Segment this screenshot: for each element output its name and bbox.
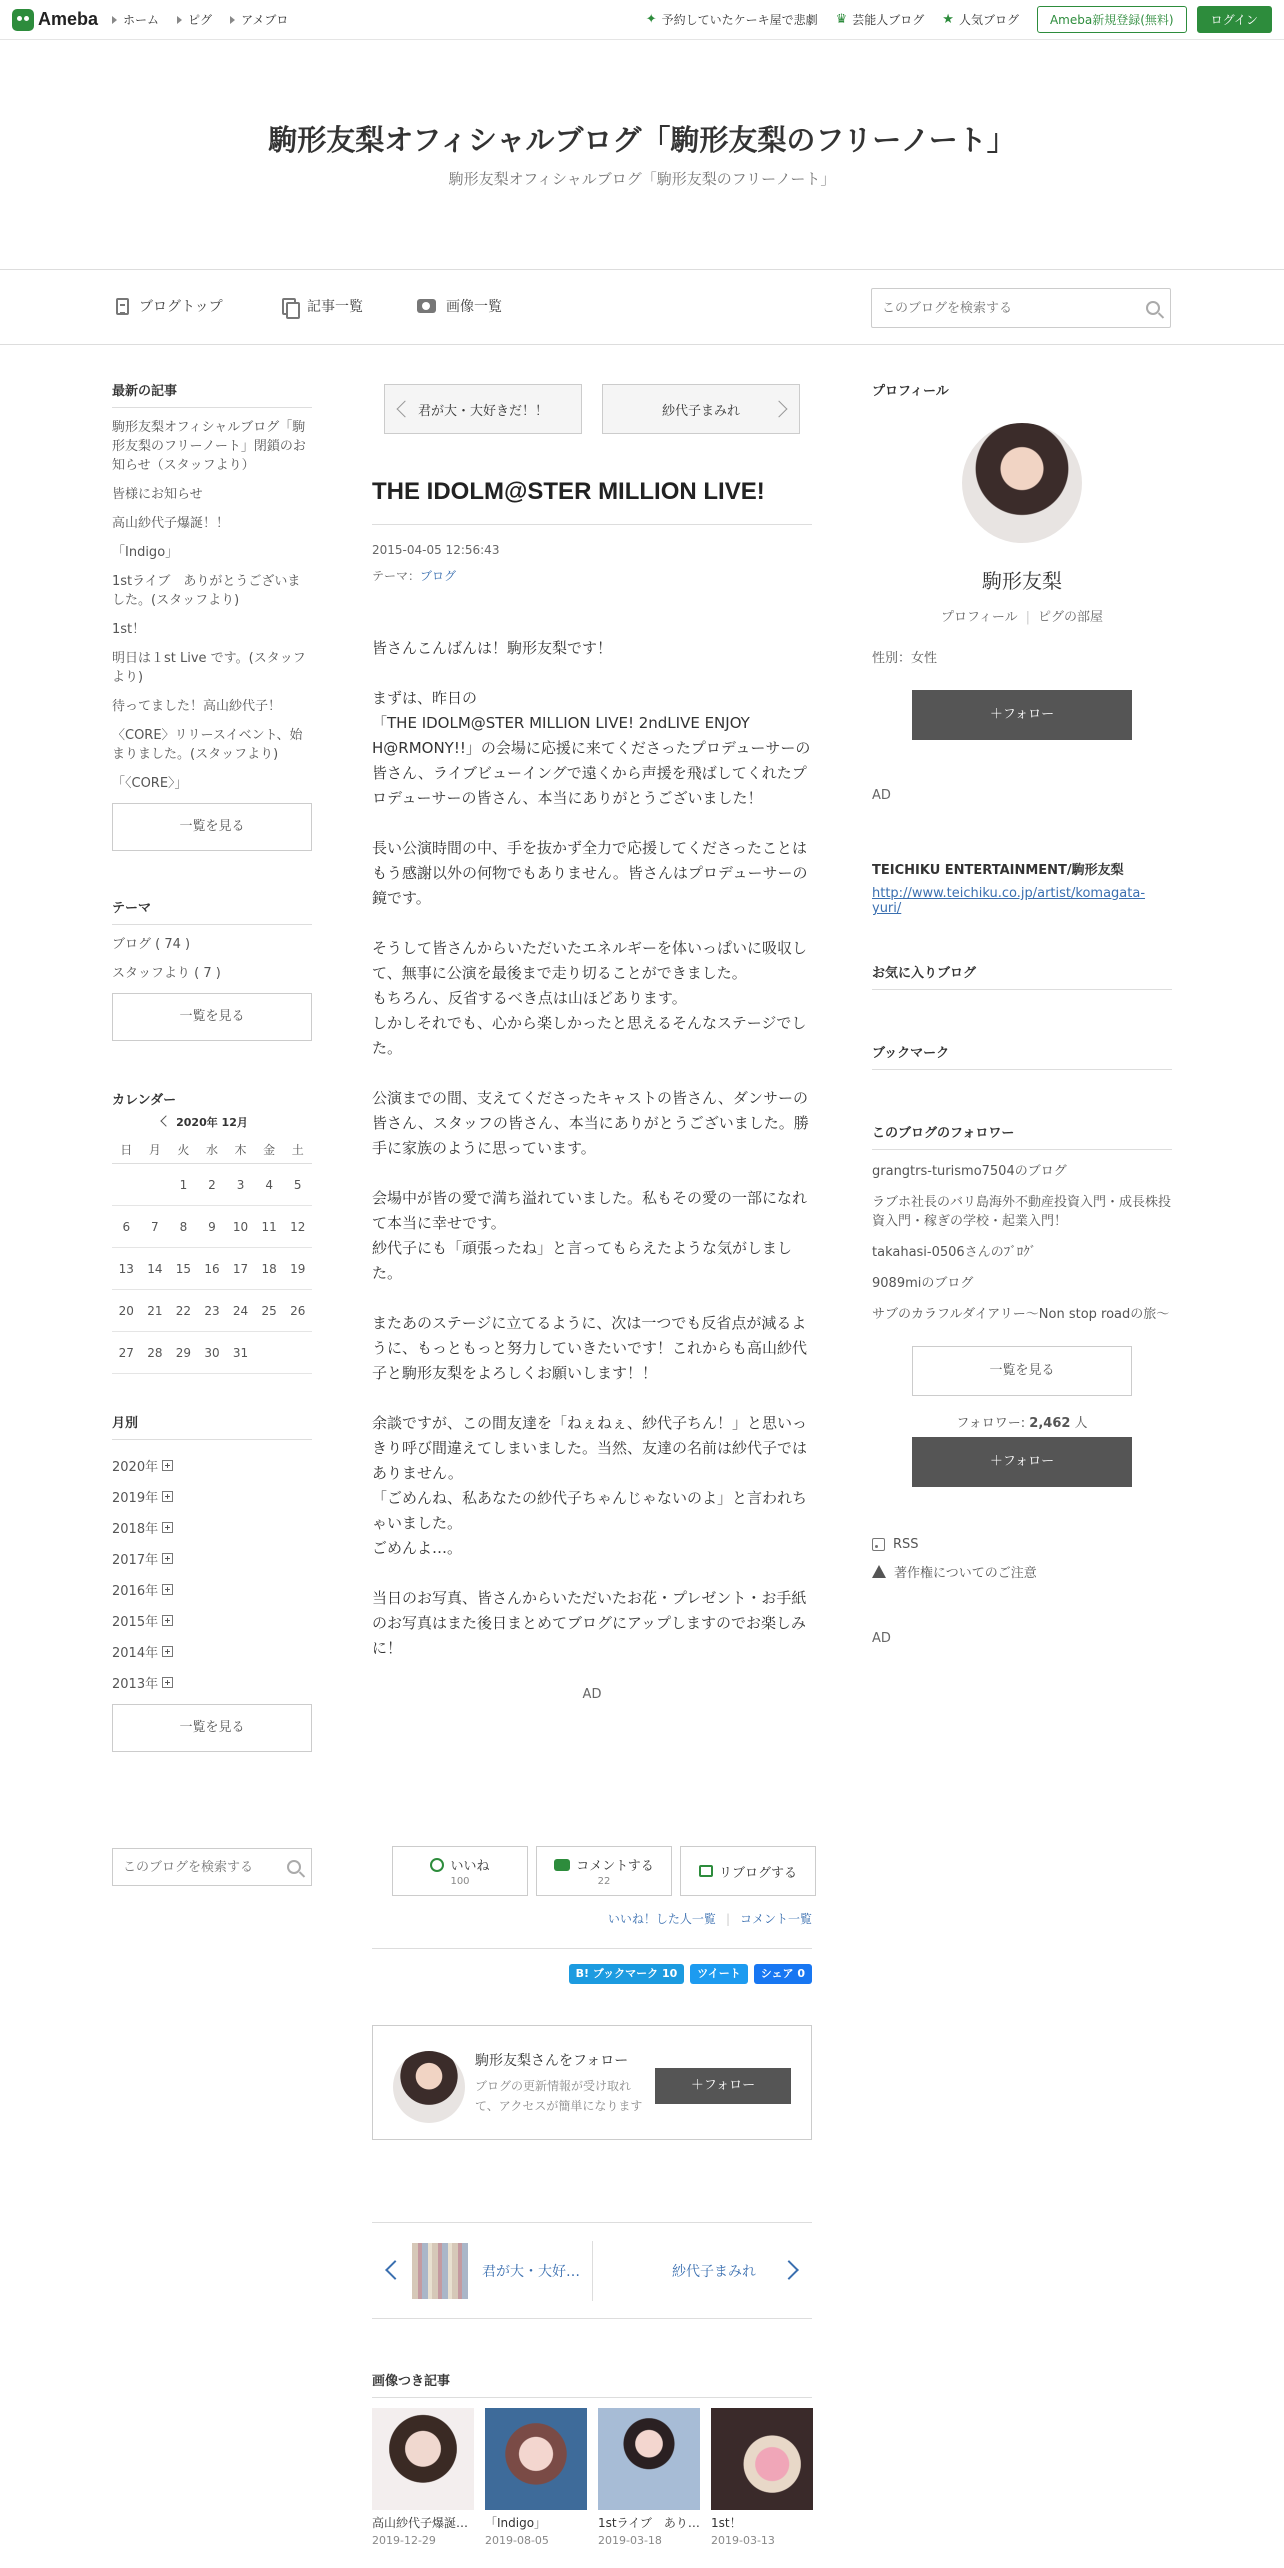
calendar-weekday: 火 — [169, 1136, 198, 1164]
search-icon[interactable] — [1146, 301, 1160, 315]
documents-icon — [282, 298, 297, 315]
image-entry-caption: 1st！ — [711, 2516, 742, 2530]
facebook-share-button[interactable]: シェア 0 — [754, 1964, 812, 1984]
blog-search — [871, 288, 1171, 328]
nav-blog-top-label: ブログトップ — [139, 299, 223, 315]
recent-entry-link[interactable]: 1stライブ ありがとうございました。(スタッフより) — [112, 574, 301, 608]
image-entry-date: 2019-08-05 — [485, 2534, 549, 2547]
reaction-links — [372, 1910, 812, 1927]
share-buttons — [372, 1964, 812, 1984]
hatena-bookmark-button[interactable]: B! ブックマーク 10 — [569, 1964, 685, 1984]
main-content — [372, 384, 812, 1702]
like-count: 100 — [450, 1876, 470, 1887]
prev-entry-thumbnail — [412, 2243, 468, 2299]
blog-navbar — [0, 269, 1284, 345]
ad-label: AD — [582, 1687, 602, 1702]
ameba-logo-text: Ameba — [38, 9, 99, 29]
separator: | — [1025, 610, 1031, 625]
monthly-year-label: 2015年 — [112, 1615, 159, 1630]
theme-title: テーマ — [112, 897, 312, 925]
calendar-day: 18 — [255, 1248, 284, 1290]
theme-see-all-button[interactable]: 一覧を見る — [112, 993, 312, 1041]
calendar-day: 11 — [255, 1206, 284, 1248]
smile-icon — [430, 1858, 444, 1872]
comment-count: 22 — [597, 1876, 611, 1887]
image-entry-card[interactable] — [711, 2408, 813, 2547]
theme-item[interactable]: ブログ ( 74 ) — [112, 937, 191, 952]
sparkle-icon: ✦ — [645, 12, 657, 27]
pigg-room-link[interactable]: ピグの部屋 — [1038, 610, 1104, 625]
calendar-day: 4 — [255, 1164, 284, 1206]
image-entry-date: 2019-03-13 — [711, 2534, 775, 2547]
monthly-year-item[interactable] — [112, 1481, 312, 1512]
bottom-entry-pager — [372, 2222, 812, 2319]
calendar-day: 21 — [141, 1290, 170, 1332]
calendar-day — [255, 1332, 284, 1374]
monthly-year-label: 2018年 — [112, 1522, 159, 1537]
blog-subtitle: 駒形友梨オフィシャルブログ「駒形友梨のフリーノート」 — [448, 170, 836, 188]
calendar-day: 31 — [226, 1332, 255, 1374]
calendar-day: 20 — [112, 1290, 141, 1332]
comment-label: コメントする — [576, 1859, 654, 1874]
calendar-day: 28 — [141, 1332, 170, 1374]
calendar-month — [112, 1114, 312, 1130]
entry-theme-label: テーマ： — [372, 569, 421, 583]
calendar-day — [283, 1332, 312, 1374]
calendar-day: 12 — [283, 1206, 312, 1248]
recent-entries-title: 最新の記事 — [112, 380, 312, 408]
image-entry-date: 2019-03-18 — [598, 2534, 662, 2547]
reblog-button[interactable] — [680, 1846, 816, 1896]
star-icon: ★ — [942, 12, 954, 27]
calendar-day: 6 — [112, 1206, 141, 1248]
recent-entry-link[interactable]: 待ってました！高山紗代子！ — [112, 699, 282, 714]
calendar-weekday: 土 — [283, 1136, 312, 1164]
calendar-day — [112, 1164, 141, 1206]
recent-entry-link[interactable]: 1st！ — [112, 622, 146, 637]
entry-theme-link[interactable]: ブログ — [420, 569, 457, 583]
calendar-day: 2 — [198, 1164, 227, 1206]
divider — [592, 2241, 593, 2301]
calendar-day: 7 — [141, 1206, 170, 1248]
warning-icon — [872, 1565, 886, 1578]
comment-button[interactable] — [536, 1846, 672, 1896]
sidebar-search — [112, 1848, 312, 1886]
reaction-buttons — [392, 1846, 816, 1896]
calendar-weekday: 金 — [255, 1136, 284, 1164]
calendar-day: 15 — [169, 1248, 198, 1290]
image-entry-caption: 高山紗代子爆誕… — [372, 2516, 469, 2530]
chevron-left-icon[interactable] — [160, 1115, 171, 1126]
comments-list-link[interactable]: コメント一覧 — [739, 1912, 812, 1926]
chevron-left-icon — [385, 2260, 405, 2280]
recent-see-all-button[interactable]: 一覧を見る — [112, 803, 312, 851]
next-entry-label: 紗代子まみれ — [661, 403, 740, 419]
calendar-day: 26 — [283, 1290, 312, 1332]
calendar-day: 29 — [169, 1332, 198, 1374]
rss-icon — [872, 1538, 885, 1551]
calendar-day: 13 — [112, 1248, 141, 1290]
monthly-year-item[interactable] — [112, 1543, 312, 1574]
image-entries-title: 画像つき記事 — [372, 2370, 812, 2398]
calendar-weekday: 水 — [198, 1136, 227, 1164]
left-sidebar — [112, 380, 312, 1752]
nav-home[interactable]: ホーム — [112, 11, 159, 28]
ad-label: AD — [872, 1631, 891, 1646]
follower-link[interactable]: takahasi-0506さんのﾌﾞﾛｸﾞ — [872, 1245, 1037, 1260]
bottom-next-label: 紗代子まみれ — [672, 2264, 756, 2280]
follow-box-name: 駒形友梨さんをフォロー — [475, 2053, 629, 2069]
monthly-year-item[interactable] — [112, 1636, 312, 1667]
calendar-day: 22 — [169, 1290, 198, 1332]
sidebar-follow-button[interactable]: ＋フォロー — [912, 1437, 1132, 1487]
crown-icon: ♛ — [835, 12, 848, 27]
image-entry-card[interactable] — [598, 2408, 700, 2547]
monthly-see-all-button[interactable]: 一覧を見る — [112, 1704, 312, 1752]
separator: | — [725, 1912, 730, 1926]
follow-box — [372, 2025, 812, 2140]
image-entry-card[interactable] — [372, 2408, 474, 2547]
teichiku-link[interactable]: http://www.teichiku.co.jp/artist/komagata-yuri/ — [872, 886, 1146, 916]
image-entry-caption: 1stライブ あり… — [598, 2516, 700, 2530]
expand-plus-icon[interactable] — [162, 1522, 173, 1533]
monthly-year-label: 2013年 — [112, 1677, 159, 1692]
expand-plus-icon[interactable] — [162, 1615, 173, 1626]
expand-plus-icon[interactable] — [162, 1460, 173, 1471]
chevron-right-icon — [771, 401, 788, 418]
entry-paragraph: またあのステージに立てるように、次は一つでも反省点が減るように、もっともっと努力していきたいです！これからも高山紗代子と駒形友梨をよろしくお願いします！！ — [372, 1314, 808, 1382]
login-button[interactable]: ログイン — [1197, 6, 1272, 33]
calendar-grid — [112, 1136, 312, 1374]
search-icon[interactable] — [287, 1860, 301, 1874]
recent-entry-link[interactable]: 「Indigo」 — [112, 545, 179, 560]
image-entry-card[interactable] — [485, 2408, 587, 2547]
entry-theme — [372, 567, 812, 584]
entry-body — [372, 636, 812, 1661]
nav-ameblo[interactable]: アメブロ — [230, 11, 288, 28]
calendar-day: 16 — [198, 1248, 227, 1290]
entry-title[interactable]: THE IDOLM@STER MILLION LIVE! — [372, 478, 812, 525]
calendar-day: 23 — [198, 1290, 227, 1332]
entry-paragraph: 公演までの間、支えてくださったキャストの皆さん、ダンサーの皆さん、スタッフの皆さん、本当にありがとうございました。勝手に家族のように思っています。 — [372, 1089, 809, 1157]
recent-entry-link[interactable]: 高山紗代子爆誕！！ — [112, 516, 230, 531]
calendar-weekday: 日 — [112, 1136, 141, 1164]
calendar-day: 9 — [198, 1206, 227, 1248]
calendar-title: カレンダー — [112, 1093, 177, 1108]
recent-entries-list — [112, 418, 312, 793]
camera-icon — [417, 299, 436, 313]
entry-paragraph: 会場中が皆の愛で満ち溢れていました。私もその愛の一部になれて本当に幸せです。 紗代子にも「頑張ったね」と言ってもらえたような気がしました。 — [372, 1189, 808, 1282]
monthly-year-item[interactable] — [112, 1574, 312, 1605]
entry-paragraph: そうして皆さんからいただいたエネルギーを体いっぱいに吸収して、無事に公演を最後まで走り切ることができました。 もちろん、反省するべき点は山ほどあります。 しかしそれでも、心から楽しかったと思えるそんなステージでした。 — [372, 939, 808, 1057]
reblog-label: リブログする — [718, 1865, 797, 1881]
monthly-year-item[interactable] — [112, 1605, 312, 1636]
calendar-day: 19 — [283, 1248, 312, 1290]
expand-plus-icon[interactable] — [162, 1553, 173, 1564]
profile-gender: 性別：女性 — [872, 651, 938, 666]
triangle-right-icon — [230, 16, 235, 24]
ad-label: AD — [872, 788, 891, 803]
popular-blog-link[interactable]: ★ 人気ブログ — [942, 12, 1019, 27]
followers-title: このブログのフォロワー — [872, 1122, 1172, 1150]
like-button[interactable] — [392, 1846, 528, 1896]
calendar-day: 8 — [169, 1206, 198, 1248]
bookmark-title: ブックマーク — [872, 1042, 1172, 1070]
avatar — [393, 2051, 465, 2123]
copyright-link[interactable] — [872, 1562, 1172, 1581]
monthly-year-item[interactable] — [112, 1512, 312, 1543]
profile-links — [872, 606, 1172, 625]
calendar-weekday: 木 — [226, 1136, 255, 1164]
monthly-year-label: 2014年 — [112, 1646, 159, 1661]
nav-entry-list-label: 記事一覧 — [307, 299, 363, 315]
likes-list-link[interactable]: いいね！した人一覧 — [607, 1912, 716, 1926]
global-header — [0, 0, 1284, 40]
calendar-day — [141, 1164, 170, 1206]
image-entry-caption: 「Indigo」 — [485, 2516, 547, 2530]
follow-button[interactable]: ＋フォロー — [655, 2068, 791, 2104]
profile-avatar[interactable] — [962, 423, 1082, 543]
image-entry-date: 2019-12-29 — [372, 2534, 436, 2547]
triangle-right-icon — [112, 16, 117, 24]
profile-link[interactable]: プロフィール — [940, 610, 1018, 625]
followers-see-all-button[interactable]: 一覧を見る — [912, 1346, 1132, 1396]
global-nav — [112, 11, 288, 28]
expand-plus-icon[interactable] — [162, 1677, 173, 1688]
chevron-left-icon — [397, 401, 414, 418]
profile-title: プロフィール — [872, 384, 949, 399]
bottom-prev-label: 君が大・大好… — [482, 2264, 580, 2280]
entry-thumbnail — [372, 2408, 474, 2510]
bottom-prev-entry[interactable] — [372, 2223, 592, 2319]
divider — [372, 1948, 812, 1949]
celebrity-blog-link[interactable]: ♛ 芸能人ブログ — [835, 12, 925, 27]
monthly-year-item[interactable] — [112, 1667, 312, 1698]
ameba-logo[interactable] — [12, 9, 98, 31]
triangle-right-icon — [177, 16, 182, 24]
prev-entry-label: 君が大・大好きだ！！ — [417, 403, 548, 419]
follower-count — [872, 1412, 1172, 1431]
calendar-day: 25 — [255, 1290, 284, 1332]
nav-image-list-label: 画像一覧 — [446, 299, 502, 315]
calendar-day: 14 — [141, 1248, 170, 1290]
follower-count-label: フォロワー: — [956, 1416, 1030, 1431]
comment-icon — [554, 1859, 570, 1871]
calendar-day: 17 — [226, 1248, 255, 1290]
right-sidebar — [872, 380, 1172, 1646]
entry-paragraph: まずは、昨日の 「THE IDOLM@STER MILLION LIVE! 2ndLIVE ENJOY H@RMONY!!」の会場に応援に来てくださったプロデューサーの皆さん、ライブビューイングで遠くから声援を飛ばしてくれたプロデューサーの皆さん、本当にありがとうございました！ — [372, 689, 811, 807]
monthly-year-label: 2017年 — [112, 1553, 159, 1568]
calendar-day: 27 — [112, 1332, 141, 1374]
tweet-button[interactable]: ツイート — [690, 1964, 747, 1984]
follower-link[interactable]: 9089miのブログ — [872, 1276, 974, 1291]
like-label: いいね — [450, 1859, 490, 1874]
calendar-weekday: 月 — [141, 1136, 170, 1164]
theme-item[interactable]: スタッフより ( 7 ) — [112, 966, 221, 981]
profile-name: 駒形友梨 — [982, 569, 1062, 593]
recent-entry-link[interactable]: 明日は１st Live です。(スタッフより) — [112, 651, 306, 685]
calendar-day: 3 — [226, 1164, 255, 1206]
calendar-day: 30 — [198, 1332, 227, 1374]
follower-count-value: 2,462 — [1029, 1416, 1071, 1431]
nav-pigg[interactable]: ピグ — [177, 11, 212, 28]
trending-topic-link[interactable]: ✦ 予約していたケーキ屋で悲劇 — [645, 12, 818, 27]
entry-thumbnail — [485, 2408, 587, 2510]
document-icon — [116, 298, 129, 315]
entry-date: 2015-04-05 12:56:43 — [372, 543, 500, 557]
calendar-day: 24 — [226, 1290, 255, 1332]
copyright-label: 著作権についてのご注意 — [894, 1566, 1037, 1581]
follower-link[interactable]: ラブホ社長のバリ島海外不動産投資入門・成長株投資入門・稼ぎの学校・起業入門！ — [872, 1195, 1172, 1229]
monthly-year-label: 2019年 — [112, 1491, 159, 1506]
nav-blog-top[interactable] — [116, 296, 223, 316]
entry-pager — [384, 384, 800, 434]
sidebar-search-input[interactable] — [123, 1860, 287, 1875]
prev-entry-button[interactable] — [384, 384, 582, 434]
entry-paragraph: 余談ですが、この間友達を「ねぇねぇ、紗代子ちん！」と思いっきり呼び間違えてしまいました。当然、友達の名前は紗代子ではありません。 「ごめんね、私あなたの紗代子ちゃんじゃないのよ」と言われちゃいました。 ごめんよ…。 — [372, 1414, 808, 1557]
monthly-title: 月別 — [112, 1412, 312, 1440]
profile-follow-button[interactable]: ＋フォロー — [912, 690, 1132, 740]
register-button[interactable]: Ameba新規登録(無料) — [1037, 6, 1187, 33]
next-entry-button[interactable] — [602, 384, 800, 434]
teichiku-title: TEICHIKU ENTERTAINMENT/駒形友梨 — [872, 863, 1124, 878]
expand-plus-icon[interactable] — [162, 1584, 173, 1595]
image-entries — [372, 2370, 812, 2547]
monthly-year-label: 2016年 — [112, 1584, 159, 1599]
reblog-icon — [699, 1865, 713, 1877]
chevron-right-icon — [779, 2260, 799, 2280]
follower-link[interactable]: grangtrs-turismo7504のブログ — [872, 1164, 1067, 1179]
entry-paragraph: 長い公演時間の中、手を抜かず全力で応援してくださったことはもう感謝以外の何物でもありません。皆さんはプロデューサーの鏡です。 — [372, 839, 808, 907]
expand-plus-icon[interactable] — [162, 1491, 173, 1502]
entry-paragraph: 当日のお写真、皆さんからいただいたお花・プレゼント・お手紙のお写真はまた後日まとめてブログにアップしますのでお楽しみに！ — [372, 1589, 807, 1657]
calendar-month-label: 2020年 12月 — [176, 1116, 248, 1129]
follower-count-unit: 人 — [1070, 1416, 1088, 1431]
nav-image-list[interactable] — [417, 296, 502, 316]
calendar-day: 5 — [283, 1164, 312, 1206]
ameba-logo-icon — [12, 9, 34, 31]
calendar-day: 10 — [226, 1206, 255, 1248]
nav-entry-list[interactable] — [282, 296, 363, 316]
entry-thumbnail — [598, 2408, 700, 2510]
follower-link[interactable]: サブのカラフルダイアリー～Non stop roadの旅～ — [872, 1307, 1170, 1322]
header-links — [646, 6, 1272, 33]
monthly-year-item[interactable] — [112, 1450, 312, 1481]
rss-link[interactable] — [872, 1537, 1172, 1552]
rss-label: RSS — [893, 1537, 919, 1552]
recent-entry-link[interactable]: 〈CORE〉リリースイベント、始まりました。(スタッフより) — [112, 728, 303, 762]
entry-paragraph: 皆さんこんばんは！駒形友梨です！ — [372, 639, 613, 657]
expand-plus-icon[interactable] — [162, 1646, 173, 1657]
followers-list — [872, 1162, 1172, 1324]
image-entries-grid — [372, 2408, 812, 2547]
entry-thumbnail — [711, 2408, 813, 2510]
blog-title[interactable]: 駒形友梨オフィシャルブログ「駒形友梨のフリーノート」 — [268, 123, 1016, 157]
favorite-blogs-title: お気に入りブログ — [872, 962, 1172, 990]
monthly-year-label: 2020年 — [112, 1460, 159, 1475]
monthly-list — [112, 1450, 312, 1698]
recent-entry-link[interactable]: 駒形友梨オフィシャルブログ「駒形友梨のフリーノート」閉鎖のお知らせ（スタッフより） — [112, 420, 306, 473]
blog-search-input[interactable] — [882, 301, 1146, 316]
recent-entry-link[interactable]: 「〈CORE〉」 — [112, 776, 188, 791]
recent-entry-link[interactable]: 皆様にお知らせ — [112, 487, 203, 502]
calendar-day: 1 — [169, 1164, 198, 1206]
follow-box-description: ブログの更新情報が受け取れて、アクセスが簡単になります — [475, 2079, 643, 2113]
